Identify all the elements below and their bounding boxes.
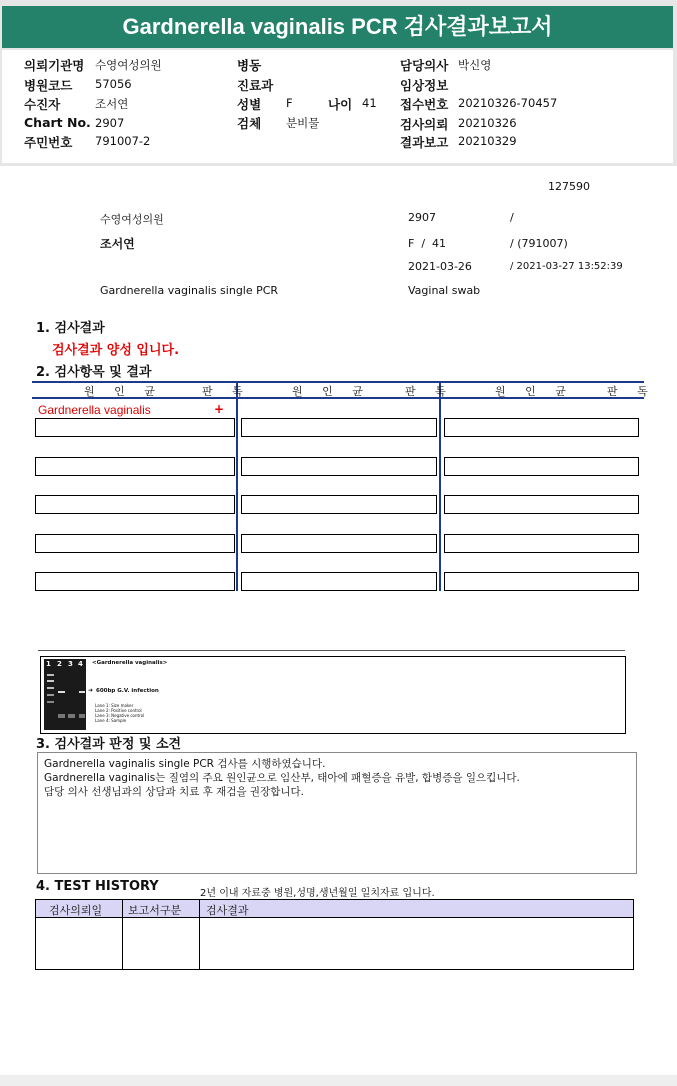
specimen-label: 검체 bbox=[237, 116, 262, 131]
doctor-label: 담당의사 bbox=[400, 58, 449, 73]
section1-heading: 1. 검사결과 bbox=[36, 321, 105, 336]
history-table bbox=[35, 899, 634, 970]
sheet-patient: 조서연 bbox=[100, 237, 135, 251]
positive-result: 검사결과 양성 입니다. bbox=[52, 343, 180, 358]
opinion-line: 담당 의사 선생님과의 상담과 치료 후 재검을 권장합니다. bbox=[44, 786, 304, 798]
sex-label: 성별 bbox=[237, 97, 262, 112]
doctor-value: 박신영 bbox=[458, 58, 492, 72]
sheet-slash: / bbox=[510, 211, 514, 224]
institution-label: 의뢰기관명 bbox=[24, 58, 85, 73]
footer-band bbox=[0, 1075, 677, 1086]
ward-label: 병동 bbox=[237, 58, 262, 73]
result-box bbox=[35, 495, 235, 514]
sheet-chart: 2907 bbox=[408, 211, 436, 224]
opinion-line: Gardnerella vaginalis single PCR 검사를 시행하였습니다. bbox=[44, 758, 326, 770]
col-result-header: 판 독 bbox=[202, 385, 251, 398]
gel-lane-number: 1 bbox=[46, 660, 51, 668]
gel-legend: Lane 3: Negative control bbox=[95, 713, 145, 718]
clinical-label: 임상정보 bbox=[400, 78, 449, 93]
opinion-line: Gardnerella vaginalis는 질염의 주요 원인균으로 임산부, 태아에 패혈증을 유발, 합병증을 일으킵니다. bbox=[44, 772, 520, 784]
col-pathogen-header: 원 인 균 bbox=[84, 385, 163, 398]
divider-line bbox=[38, 650, 625, 651]
patient-info-panel bbox=[2, 50, 673, 163]
report-date-label: 결과보고 bbox=[400, 135, 449, 150]
section2-heading: 2. 검사항목 및 결과 bbox=[36, 365, 152, 380]
result-box bbox=[241, 418, 437, 437]
gel-image-panel bbox=[40, 656, 626, 734]
chart-label: Chart No. bbox=[24, 115, 91, 130]
result-box bbox=[35, 534, 235, 553]
table-divider-1 bbox=[236, 381, 238, 591]
gel-lane-number: 2 bbox=[57, 660, 62, 668]
result-box bbox=[241, 572, 437, 591]
sex-value: F bbox=[286, 96, 293, 110]
sheet-number: 127590 bbox=[548, 180, 590, 193]
history-col-header: 보고서구분 bbox=[128, 904, 182, 917]
gel-legend: Lane 2: Positive control bbox=[95, 708, 142, 713]
result-box bbox=[241, 534, 437, 553]
col-result-header: 판 독 bbox=[405, 385, 454, 398]
result-item-pathogen: Gardnerella vaginalis bbox=[38, 403, 151, 417]
result-box bbox=[444, 495, 639, 514]
result-box bbox=[241, 457, 437, 476]
code-label: 병원코드 bbox=[24, 78, 73, 93]
section4-heading: 4. TEST HISTORY bbox=[36, 879, 159, 894]
sheet-reported: / 2021-03-27 13:52:39 bbox=[510, 261, 623, 272]
col-pathogen-header: 원 인 균 bbox=[495, 385, 574, 398]
sheet-institution: 수영여성의원 bbox=[100, 213, 164, 226]
sheet-received: 2021-03-26 bbox=[408, 260, 472, 273]
specimen-value: 분비물 bbox=[286, 116, 320, 130]
gel-band-label: 600bp G.V. infection bbox=[96, 688, 159, 694]
history-note: 2년 이내 자료중 병원,성명,생년월일 일치자료 입니다. bbox=[200, 888, 435, 899]
result-item-mark: + bbox=[214, 402, 225, 416]
gel-band-arrow: ➜ bbox=[88, 687, 94, 694]
rrn-value: 791007-2 bbox=[95, 134, 151, 148]
receipt-label: 접수번호 bbox=[400, 97, 449, 112]
result-box bbox=[444, 418, 639, 437]
col-result-header: 판 독 bbox=[607, 385, 656, 398]
rrn-label: 주민번호 bbox=[24, 135, 73, 150]
result-box bbox=[35, 572, 235, 591]
result-box bbox=[241, 495, 437, 514]
result-box bbox=[444, 572, 639, 591]
history-header-row bbox=[36, 900, 633, 918]
sheet-test-name: Gardnerella vaginalis single PCR bbox=[100, 284, 279, 297]
result-box bbox=[35, 418, 235, 437]
report-title: Gardnerella vaginalis PCR 검사결과보고서 bbox=[2, 6, 673, 48]
gel-legend: Lane 4: Sample bbox=[95, 718, 127, 723]
receipt-value: 20210326-70457 bbox=[458, 96, 558, 110]
dept-label: 진료과 bbox=[237, 78, 274, 93]
gel-caption: <Gardnerella vaginalis> bbox=[92, 660, 168, 666]
history-col-header: 검사결과 bbox=[206, 904, 249, 917]
request-label: 검사의뢰 bbox=[400, 117, 449, 132]
opinion-box bbox=[37, 752, 637, 874]
gel-electrophoresis-image bbox=[44, 659, 86, 730]
request-value: 20210326 bbox=[458, 116, 517, 130]
sheet-sex-age: F / 41 bbox=[408, 237, 447, 250]
result-box bbox=[444, 457, 639, 476]
result-box bbox=[444, 534, 639, 553]
gel-lane-number: 3 bbox=[68, 660, 73, 668]
gel-lane-number: 4 bbox=[78, 660, 83, 668]
sheet-birth: / (791007) bbox=[510, 237, 568, 250]
patient-label: 수진자 bbox=[24, 97, 61, 112]
table-divider-2 bbox=[439, 381, 441, 591]
col-pathogen-header: 원 인 균 bbox=[292, 385, 371, 398]
age-value: 41 bbox=[362, 96, 377, 110]
section3-heading: 3. 검사결과 판정 및 소견 bbox=[36, 737, 182, 752]
chart-value: 2907 bbox=[95, 116, 125, 130]
gel-legend: Lane 1: Size maker bbox=[95, 703, 134, 708]
history-col-header: 검사의뢰일 bbox=[49, 904, 103, 917]
patient-value: 조서연 bbox=[95, 97, 129, 111]
institution-value: 수영여성의원 bbox=[95, 58, 162, 72]
result-box bbox=[35, 457, 235, 476]
report-date-value: 20210329 bbox=[458, 134, 517, 148]
age-label: 나이 bbox=[328, 97, 353, 112]
code-value: 57056 bbox=[95, 77, 132, 91]
sheet-specimen: Vaginal swab bbox=[408, 284, 481, 297]
